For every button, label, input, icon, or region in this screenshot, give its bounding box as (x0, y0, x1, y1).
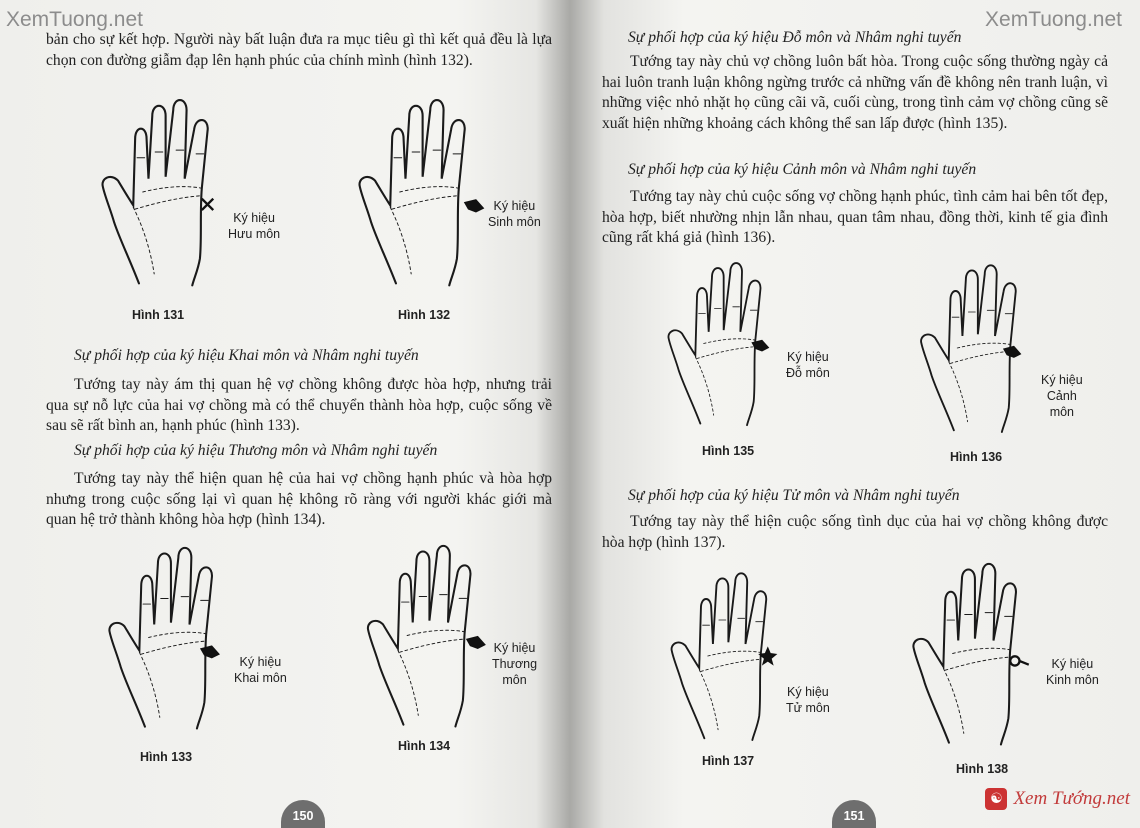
palm-line (398, 650, 418, 715)
figure-136 (906, 258, 1116, 473)
heading-tu-mon: Sự phối hợp của ký hiệu Tử môn và Nhâm nghi tuyến (628, 487, 960, 504)
hand-illustration (652, 256, 782, 431)
figure-caption: Hình 135 (702, 444, 755, 458)
palm-line (708, 651, 761, 656)
site-logo (985, 788, 1130, 810)
watermark-right: XemTuong.net (985, 8, 1122, 31)
figure-label: Ký hiệu Sinh môn (488, 199, 541, 229)
heading-canh-mon: Sự phối hợp của ký hiệu Cảnh môn và Nhâm nghi tuyến (628, 161, 977, 178)
palm-line (950, 351, 1008, 363)
paragraph-do-mon: Tướng tay này chủ vợ chồng luôn bất hòa. Trong cuộc sống thường ngày cả hai luôn tranh luận không ngừng trước cả những vấn đề không nên tranh luận, vì những việc nhỏ nhặt họ cũng cãi vã, cuối cùng, trong tình cảm vợ chồng cũng sẽ xuất hiện những khoảng cách không thể san lấp được (hình 135). (602, 53, 1108, 133)
figure-label: Ký hiệu Kinh môn (1046, 657, 1099, 687)
hand-illustration (352, 538, 492, 733)
figure-label: Ký hiệu Hưu môn (228, 211, 281, 241)
palm-line (701, 659, 759, 671)
palm-symbol-mark (467, 636, 486, 648)
palm-line (699, 670, 718, 730)
figure-label: Ký hiệu Cảnh môn (1041, 373, 1083, 419)
page-number: 151 (832, 800, 876, 828)
palm-symbol-mark (1010, 656, 1029, 665)
heading-do-mon: Sự phối hợp của ký hiệu Đỗ môn và Nhâm nghi tuyến (628, 29, 962, 46)
figure-caption: Hình 138 (956, 762, 1009, 776)
yin-yang-icon: ☯ (985, 788, 1007, 810)
palm-line (949, 362, 968, 422)
hand-illustration (906, 258, 1036, 438)
palm-symbol-mark (1004, 346, 1021, 357)
figure-138 (900, 556, 1120, 781)
figure-caption: Hình 136 (950, 450, 1003, 464)
page-number: 150 (281, 800, 325, 828)
palm-line (392, 196, 457, 209)
paragraph-khai-mon: Tướng tay này ám thị quan hệ vợ chồng không được hòa hợp, nhưng trải qua sự nỗ lực của hai vợ chồng mà có thể chuyển thành hòa hợp, cuộc sống về sau sẽ rất bình an, hạnh phúc (hình 133). (46, 376, 552, 435)
logo-text: Xem Tướng.net (1013, 788, 1130, 809)
palm-line (400, 639, 463, 652)
figure-134 (352, 538, 562, 768)
palm-line (135, 196, 200, 209)
hand-illustration (96, 540, 231, 735)
palm-line (943, 668, 963, 733)
figure-131 (88, 92, 318, 332)
palm-outline (360, 100, 465, 285)
palm-outline (368, 546, 471, 727)
palm-line (149, 632, 207, 637)
figure-132 (345, 92, 560, 332)
palm-line (400, 187, 459, 192)
palm-outline (913, 564, 1016, 745)
palm-outline (672, 573, 767, 740)
hand-illustration (654, 566, 789, 746)
palm-line (141, 641, 204, 654)
palm-line (953, 648, 1011, 653)
figure-133 (96, 540, 326, 770)
palm-line (407, 630, 465, 635)
palm-line (945, 657, 1008, 670)
paragraph-canh-mon: Tướng tay này chủ cuộc sống vợ chồng hạnh phúc, tình cảm hai bên tốt đẹp, hòa hợp, biết nhường nhịn lẫn nhau, quan tâm nhau, đồng thời, kinh tế gia đình cũng rất khá giả (hình 136). (602, 188, 1108, 247)
palm-symbol-mark (201, 646, 220, 658)
figure-label: Ký hiệu Đỗ môn (786, 350, 830, 380)
hand-illustration (900, 556, 1035, 751)
figure-137 (654, 566, 874, 776)
palm-line (957, 343, 1010, 348)
palm-line (390, 207, 411, 274)
palm-line (695, 357, 713, 415)
paragraph-intro: bản cho sự kết hợp. Người này bất luận đưa ra mục tiêu gì thì kết quả đều là lựa chọn con đường giẫm đạp lên hạnh phúc của chính mình (hình 132). (46, 31, 552, 69)
figure-caption: Hình 133 (140, 750, 193, 764)
palm-line (697, 347, 754, 359)
hand-illustration (345, 92, 485, 292)
figure-caption: Hình 137 (702, 754, 755, 768)
paragraph-tu-mon: Tướng tay này thể hiện cuộc sống tình dục của hai vợ chồng không được hòa hợp (hình 137). (602, 513, 1108, 551)
palm-symbol-mark (202, 199, 213, 210)
paragraph-thuong-mon: Tướng tay này thể hiện quan hệ của hai vợ chồng hạnh phúc và hòa hợp nhưng trong cuộc sống lại vì quan hệ không rõ ràng với người khác giới mà quan hệ trở thành không hòa hợp (hình 134). (46, 470, 552, 529)
palm-line (704, 339, 756, 344)
palm-outline (109, 548, 212, 729)
figure-135 (652, 256, 872, 466)
figure-label: Ký hiệu Khai môn (234, 655, 287, 685)
figure-label: Ký hiệu Thương môn (492, 641, 538, 687)
palm-outline (921, 265, 1016, 432)
palm-outline (668, 263, 760, 425)
palm-outline (103, 100, 208, 285)
figure-label: Ký hiệu Tử môn (786, 685, 830, 715)
palm-symbol-mark (465, 200, 484, 212)
palm-line (133, 207, 154, 274)
figure-caption: Hình 134 (398, 739, 451, 753)
figure-caption: Hình 132 (398, 308, 451, 322)
watermark-left: XemTuong.net (6, 8, 143, 31)
heading-thuong-mon: Sự phối hợp của ký hiệu Thương môn và Nhâm nghi tuyến (74, 442, 438, 459)
right-page (570, 0, 1140, 828)
figure-caption: Hình 131 (132, 308, 185, 322)
palm-line (143, 187, 202, 192)
palm-line (139, 652, 159, 717)
hand-illustration (88, 92, 228, 292)
heading-khai-mon: Sự phối hợp của ký hiệu Khai môn và Nhâm nghi tuyến (74, 347, 419, 364)
